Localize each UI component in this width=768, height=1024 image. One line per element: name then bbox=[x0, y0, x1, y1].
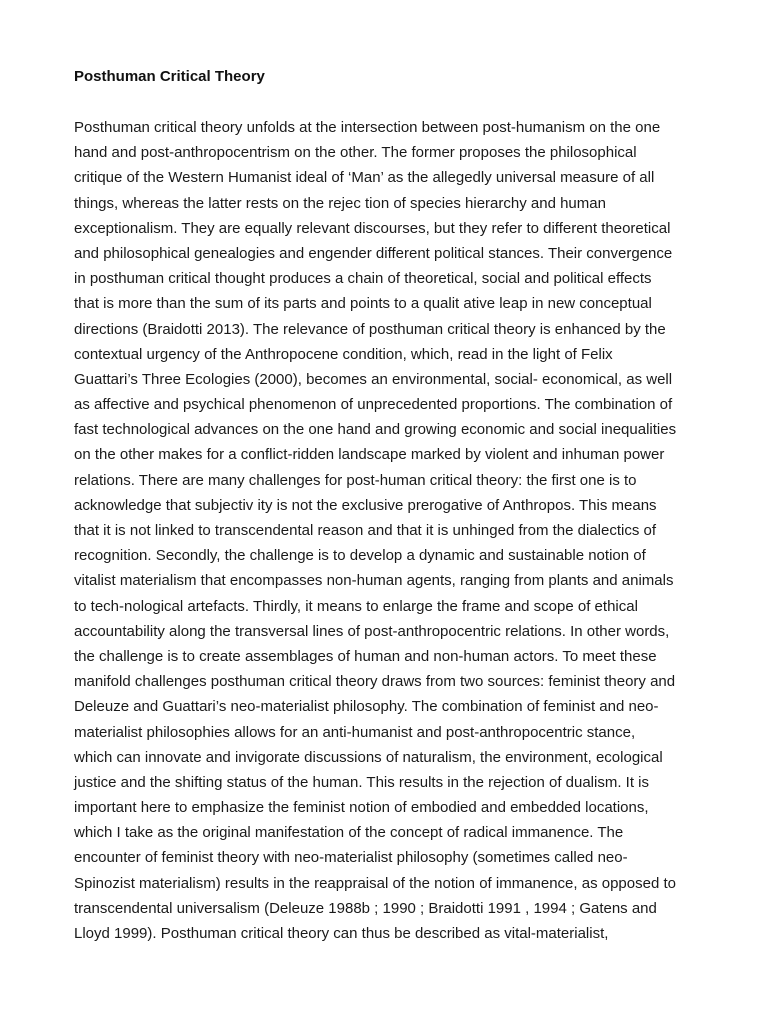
text-line: vitalist materialism that encompasses non-human agents, ranging from plants and animals bbox=[74, 572, 674, 590]
text-line: contextual urgency of the Anthropocene condition, which, read in the light of Felix bbox=[74, 345, 613, 363]
text-line: justice and the shifting status of the human. This results in the rejection of dualism. It is bbox=[74, 773, 650, 791]
text-line: accountability along the transversal lines of post-anthropocentric relations. In other words, bbox=[74, 622, 670, 640]
text-line: to tech-nological artefacts. Thirdly, it means to enlarge the frame and scope of ethical bbox=[74, 597, 638, 615]
text-line: and philosophical genealogies and engender different political stances. Their convergence bbox=[74, 244, 673, 262]
text-line: as affective and psychical phenomenon of unprecedented proportions. The combination of bbox=[74, 396, 673, 414]
text-line: Spinozist materialism) results in the reappraisal of the notion of immanence, as opposed to bbox=[74, 874, 676, 892]
text-line: recognition. Secondly, the challenge is to develop a dynamic and sustainable notion of bbox=[74, 547, 646, 565]
text-line: Posthuman critical theory unfolds at the intersection between post-humanism on the one bbox=[74, 119, 661, 136]
text-line: critique of the Western Humanist ideal of ‘Man’ as the allegedly universal measure of all bbox=[74, 169, 655, 187]
text-line: encounter of feminist theory with neo-materialist philosophy (sometimes called neo- bbox=[74, 849, 628, 867]
text-line: the challenge is to create assemblages of human and non-human actors. To meet these bbox=[74, 647, 657, 665]
text-line: transcendental universalism (Deleuze 1988b ; 1990 ; Braidotti 1991 , 1994 ; Gatens and bbox=[74, 899, 657, 917]
text-line: fast technological advances on the one hand and growing economic and social inequalities bbox=[74, 421, 677, 439]
text-line: that it is not linked to transcendental reason and that it is unhinged from the dialectics of bbox=[74, 522, 657, 539]
text-line: Lloyd 1999). Posthuman critical theory can thus be described as vital-materialist, bbox=[74, 925, 609, 942]
text-line: acknowledge that subjectiv ity is not the exclusive prerogative of Anthropos. This means bbox=[74, 496, 657, 514]
document-title: Posthuman Critical Theory bbox=[74, 68, 265, 85]
text-line: relations. There are many challenges for post-human critical theory: the first one is to bbox=[74, 471, 637, 489]
text-line: hand and post-anthropocentrism on the other. The former proposes the philosophical bbox=[74, 144, 637, 162]
text-line: Deleuze and Guattari’s neo-materialist philosophy. The combination of feminist and neo- bbox=[74, 698, 659, 716]
text-line: Guattari’s Three Ecologies (2000), becomes an environmental, social- economical, as well bbox=[74, 370, 673, 388]
text-line: manifold challenges posthuman critical theory draws from two sources: feminist theory and bbox=[74, 673, 676, 691]
text-line: important here to emphasize the feminist notion of embodied and embedded locations, bbox=[74, 799, 649, 817]
text-line: which can innovate and invigorate discussions of naturalism, the environment, ecological bbox=[74, 748, 663, 766]
text-line: on the other makes for a conflict-ridden landscape marked by violent and inhuman power bbox=[74, 446, 665, 464]
text-line: in posthuman critical thought produces a chain of theoretical, social and political effects bbox=[74, 270, 652, 288]
text-line: exceptionalism. They are equally relevant discourses, but they refer to different theoretical bbox=[74, 219, 671, 237]
text-line: which I take as the original manifestation of the concept of radical immanence. The bbox=[74, 824, 624, 842]
text-line: materialist philosophies allows for an anti-humanist and post-anthropocentric stance, bbox=[74, 723, 636, 741]
text-line: directions (Braidotti 2013). The relevance of posthuman critical theory is enhanced by the bbox=[74, 320, 666, 338]
body-paragraph bbox=[74, 115, 714, 946]
text-line: things, whereas the latter rests on the rejec tion of species hierarchy and human bbox=[74, 194, 606, 212]
text-line: that is more than the sum of its parts and points to a qualit ative leap in new conceptual bbox=[74, 295, 652, 313]
